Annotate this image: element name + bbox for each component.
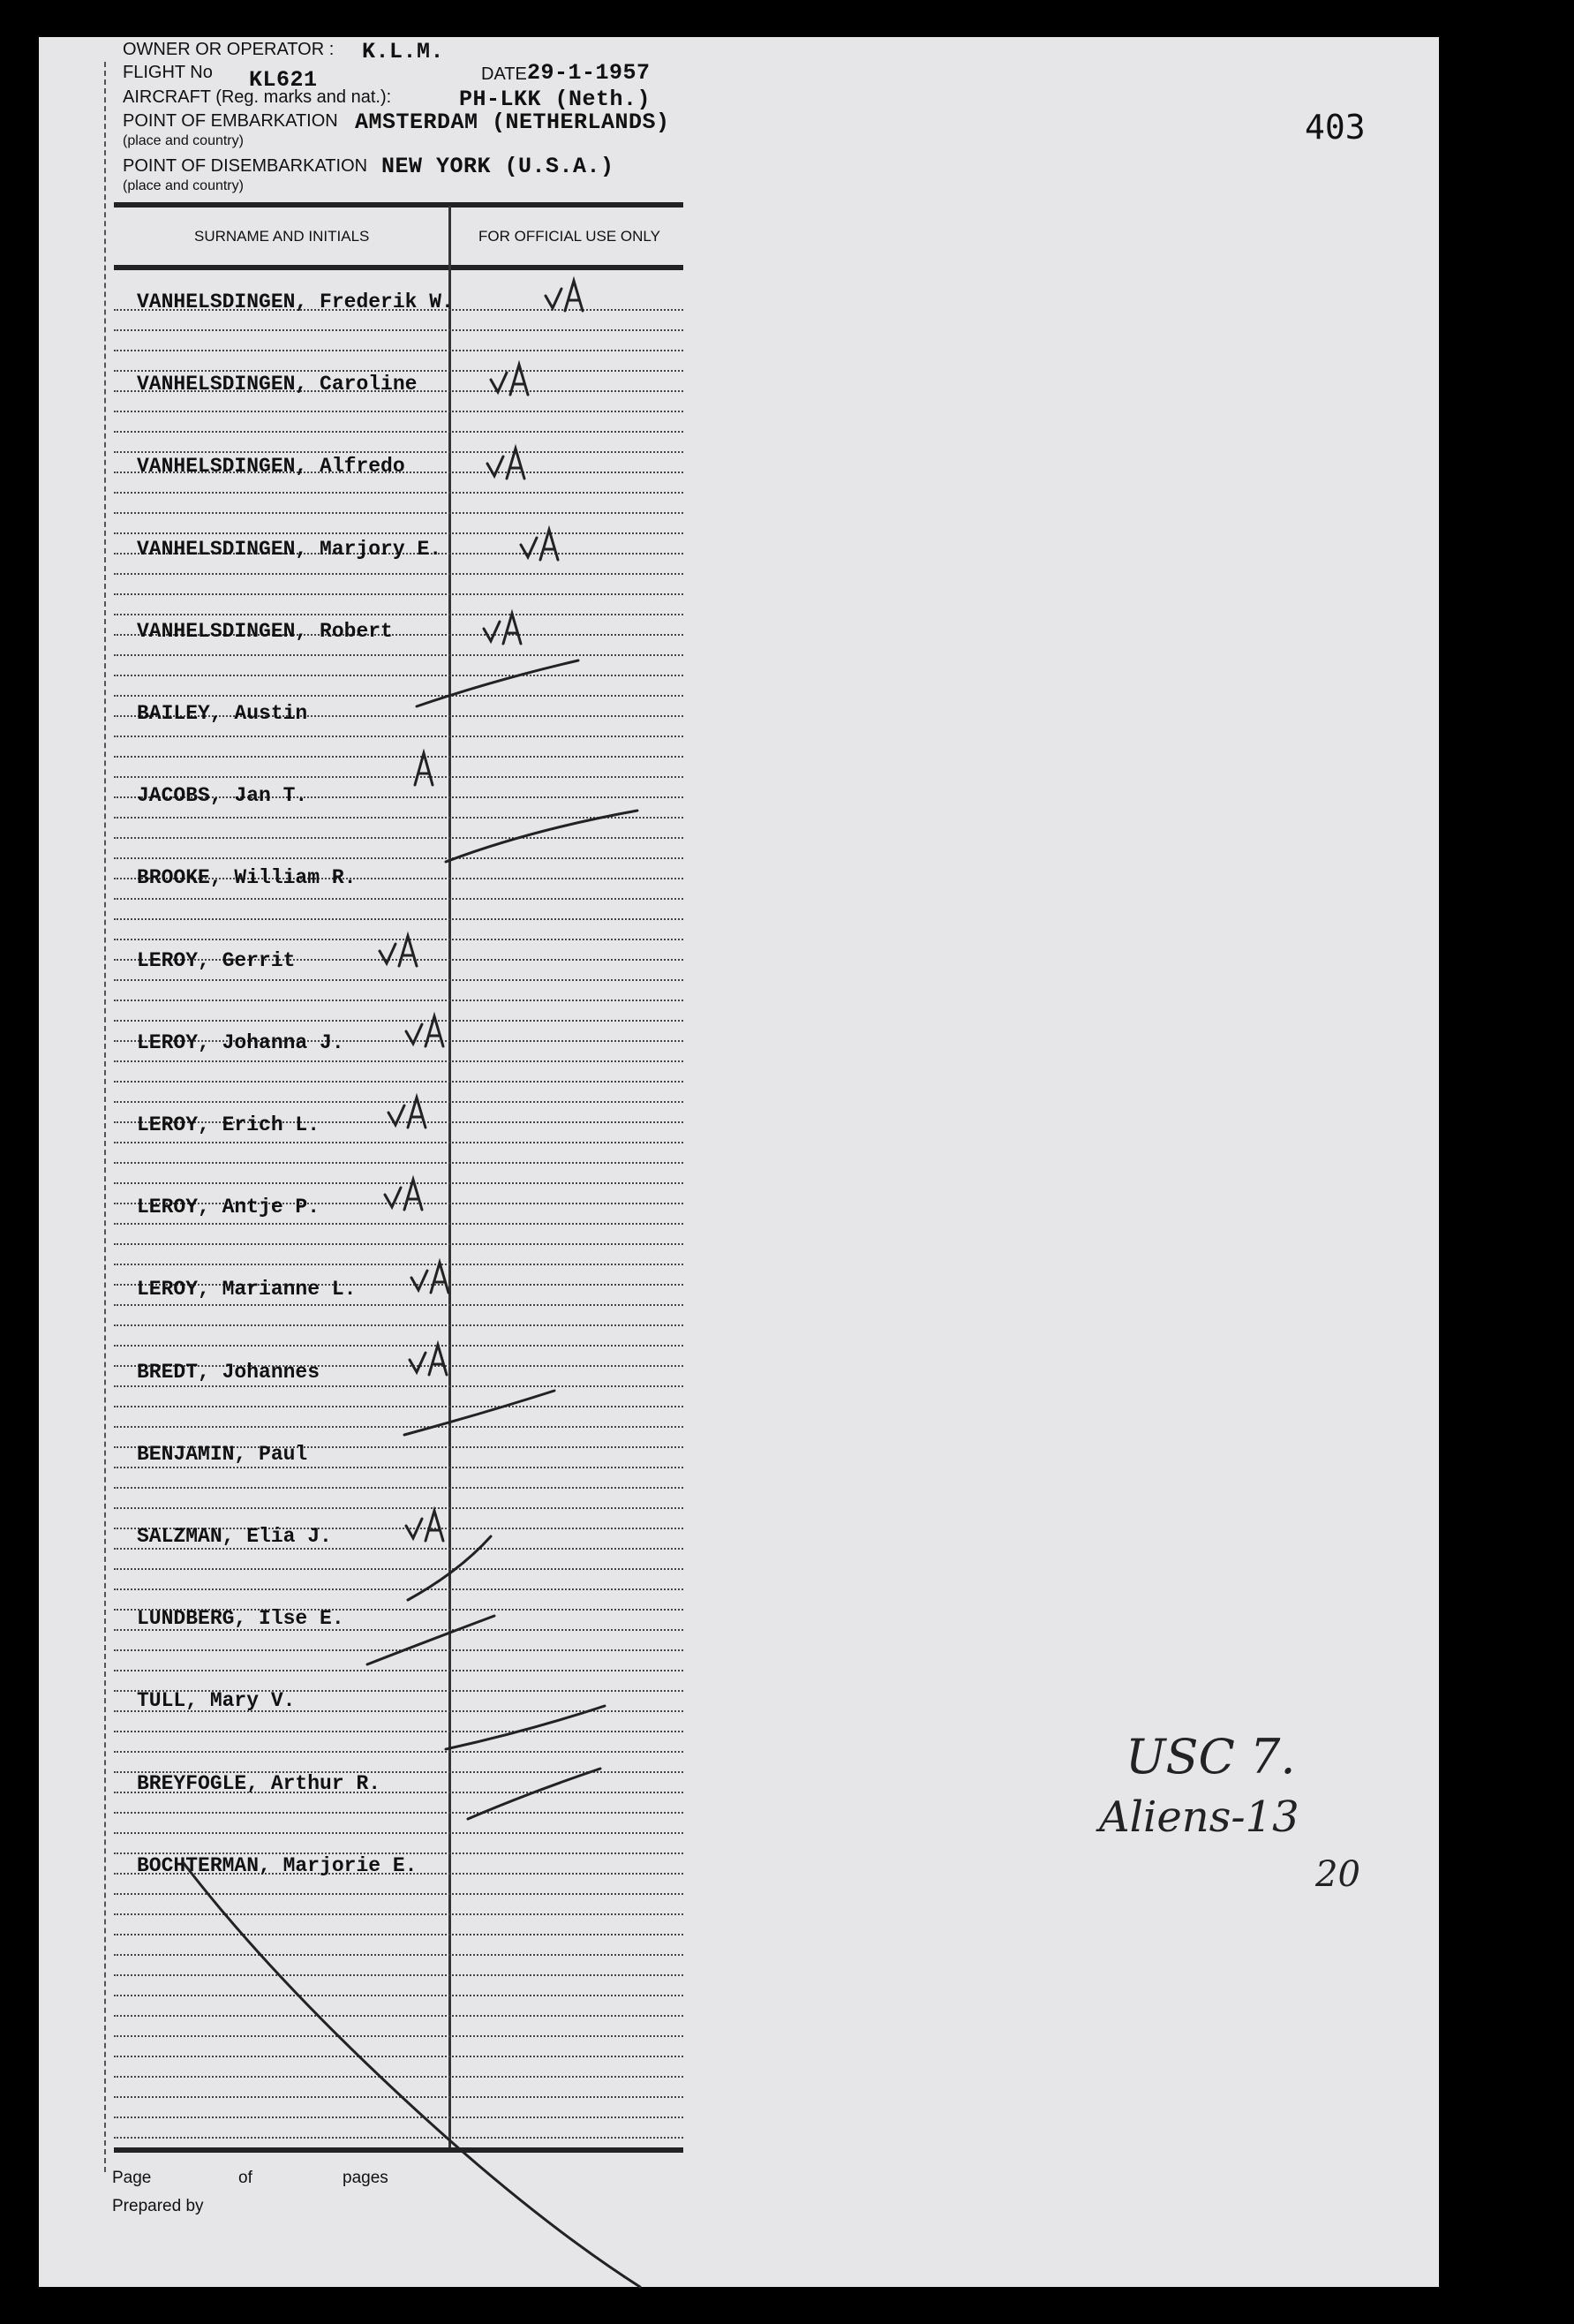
column-header-official: FOR OFFICIAL USE ONLY [478, 228, 660, 245]
passenger-name: JACOBS, Jan T. [137, 784, 308, 808]
passenger-name: BREDT, Johannes [137, 1360, 320, 1384]
passenger-name: BOCHTERMAN, Marjorie E. [137, 1853, 418, 1877]
passenger-name: LEROY, Gerrit [137, 948, 296, 972]
passenger-name: VANHELSDINGEN, Alfredo [137, 455, 405, 479]
passenger-name: BROOKE, William R. [137, 866, 357, 890]
flight-label: FLIGHT No [123, 63, 213, 82]
passenger-name: VANHELSDINGEN, Marjory E. [137, 537, 442, 561]
va-mark-3 [487, 449, 524, 479]
va-mark-leroy-johanna [406, 1016, 443, 1046]
owner-label: OWNER OR OPERATOR : [123, 40, 335, 59]
disembark-place-note: (place and country) [123, 178, 244, 193]
a-mark-jacobs [415, 753, 433, 785]
footer-prepared-by: Prepared by [112, 2197, 204, 2215]
va-mark-bredt [410, 1345, 447, 1375]
disembark-label: POINT OF DISEMBARKATION [123, 156, 368, 176]
va-mark-4 [521, 530, 558, 560]
va-mark-leroy-antje [385, 1180, 422, 1210]
page-number: 403 [1305, 108, 1366, 147]
passenger-name: LUNDBERG, Ilse E. [137, 1607, 344, 1631]
passenger-name: BENJAMIN, Paul [137, 1442, 308, 1466]
tick-bailey [417, 660, 578, 706]
footer-of-label: of [238, 2169, 252, 2187]
owner-value: K.L.M. [362, 39, 445, 64]
passenger-name: LEROY, Marianne L. [137, 1278, 357, 1302]
va-mark-salzman [406, 1511, 443, 1541]
tick-tull [367, 1616, 494, 1664]
passenger-name: VANHELSDINGEN, Frederik W. [137, 290, 454, 313]
aircraft-value: PH-LKK (Neth.) [459, 87, 651, 112]
footer-page-label: Page [112, 2169, 152, 2187]
tick-brooke [446, 811, 637, 862]
va-mark-5 [484, 614, 521, 644]
date-value: 29-1-1957 [527, 60, 651, 86]
date-label: DATE [481, 64, 527, 84]
column-header-surname: SURNAME AND INITIALS [194, 228, 370, 245]
va-mark-leroy-gerrit [380, 936, 417, 966]
passenger-name: LEROY, Antje P. [137, 1196, 320, 1219]
tick-breyfogle [446, 1706, 605, 1749]
tick-benjamin [404, 1391, 554, 1435]
aircraft-label: AIRCRAFT (Reg. marks and nat.): [123, 87, 392, 107]
passenger-name: BREYFOGLE, Arthur R. [137, 1771, 381, 1795]
disembark-value: NEW YORK (U.S.A.) [381, 154, 614, 179]
passenger-name: LEROY, Johanna J. [137, 1030, 344, 1054]
annotation-line-1: USC 7. [1126, 1729, 1296, 1784]
embark-label: POINT OF EMBARKATION [123, 111, 338, 131]
passenger-name: TULL, Mary V. [137, 1689, 296, 1713]
embark-value: AMSTERDAM (NETHERLANDS) [355, 109, 670, 135]
va-mark-1 [546, 281, 583, 311]
diagonal-strike [184, 1863, 640, 2287]
va-mark-2 [491, 365, 528, 395]
passenger-name: VANHELSDINGEN, Robert [137, 619, 393, 643]
va-mark-leroy-marianne [411, 1263, 448, 1293]
footer-pages-label: pages [343, 2169, 388, 2187]
passenger-name: BAILEY, Austin [137, 702, 308, 725]
passenger-name: SALZMAN, Elia J. [137, 1525, 332, 1548]
va-mark-leroy-erich [388, 1098, 426, 1128]
passenger-name: LEROY, Erich L. [137, 1113, 320, 1136]
tick-lundberg [408, 1536, 491, 1600]
annotation-line-2: Aliens-13 [1099, 1792, 1299, 1842]
annotation-line-3: 20 [1315, 1854, 1360, 1895]
passenger-name: VANHELSDINGEN, Caroline [137, 373, 418, 396]
embark-place-note: (place and country) [123, 133, 244, 148]
flight-value: KL621 [249, 67, 318, 93]
tick-bochterman [468, 1769, 600, 1819]
